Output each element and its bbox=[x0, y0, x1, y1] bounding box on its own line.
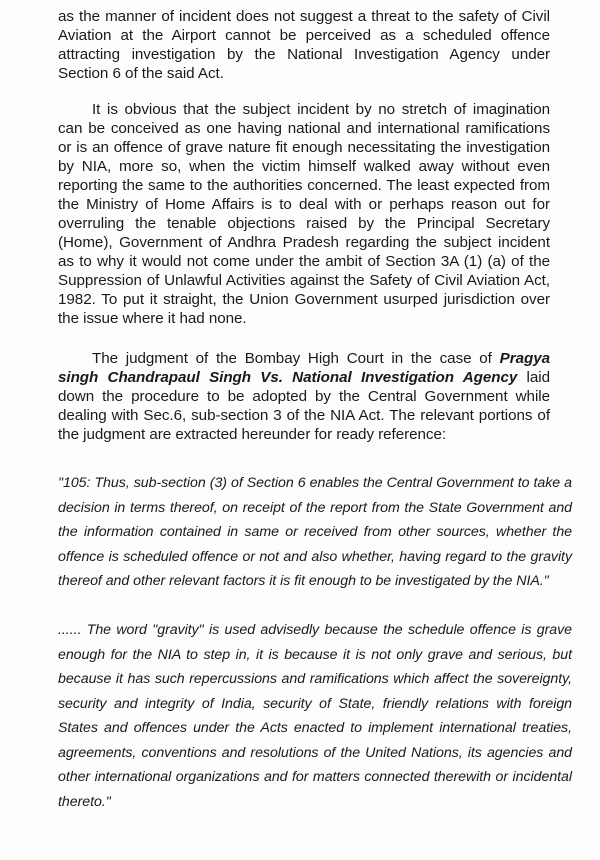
paragraph-1-text: as the manner of incident does not suggest a threat to the safety of Civil Aviation at the Airport cannot be perceived as a scheduled offence attracting investigation by the National Investigation Agency under Section 6 of the said Act. bbox=[58, 8, 550, 82]
paragraph-obvious bbox=[58, 100, 550, 328]
paragraph-3-rest: laid down the procedure to be adopted by the Central Government while dealing with Sec.6, sub-section 3 of the NIA Act. The relevant portions of the judgment are extracted hereunder for ready reference: bbox=[58, 369, 550, 443]
paragraph-3-text bbox=[58, 349, 550, 444]
paragraph-continuation bbox=[58, 7, 550, 83]
quote-2-text: ...... The word "gravity" is used advisedly because the schedule offence is grave enough for the NIA to step in, it is because it is not only grave and serious, but because it has such repercussions and ramifications which affect the sovereignty, security and integrity of India, security of State, friendly relations with foreign States and offences under the Acts enacted to implement international treaties, agreements, conventions and resolutions of the United Nations, its agencies and other international organizations and for matters connected therewith or incidental thereto." bbox=[58, 622, 572, 810]
case-name: Pragya singh Chandrapaul Singh Vs. National Investigation Agency bbox=[58, 350, 550, 386]
quote-1-text: "105: Thus, sub-section (3) of Section 6 enables the Central Government to take a decision in terms thereof, on receipt of the report from the State Government and the information contained in same or received from other sources, whether the offence is scheduled offence or not and also whether, having regard to the gravity thereof and other relevant factors it is fit enough to be investigated by the NIA." bbox=[58, 475, 572, 589]
quote-gravity bbox=[58, 618, 572, 814]
paragraph-3-lead: The judgment of the Bombay High Court in the case of bbox=[92, 350, 500, 367]
paragraph-2-text: It is obvious that the subject incident by no stretch of imagination can be conceived as one having national and international ramifications or is an offence of grave nature fit enough necessitating the investigation by NIA, more so, when the victim himself walked away without even reporting the same to the authorities concerned. The least expected from the Ministry of Home Affairs is to deal with or perhaps reason out for overruling the tenable objections raised by the Principal Secretary (Home), Government of Andhra Pradesh regarding the subject incident as to why it would not come under the ambit of Section 3A (1) (a) of the Suppression of Unlawful Activities against the Safety of Civil Aviation Act, 1982. To put it straight, the Union Government usurped jurisdiction over the issue where it had none. bbox=[58, 101, 550, 327]
paragraph-judgment bbox=[58, 349, 550, 444]
quote-section-105 bbox=[58, 471, 572, 594]
